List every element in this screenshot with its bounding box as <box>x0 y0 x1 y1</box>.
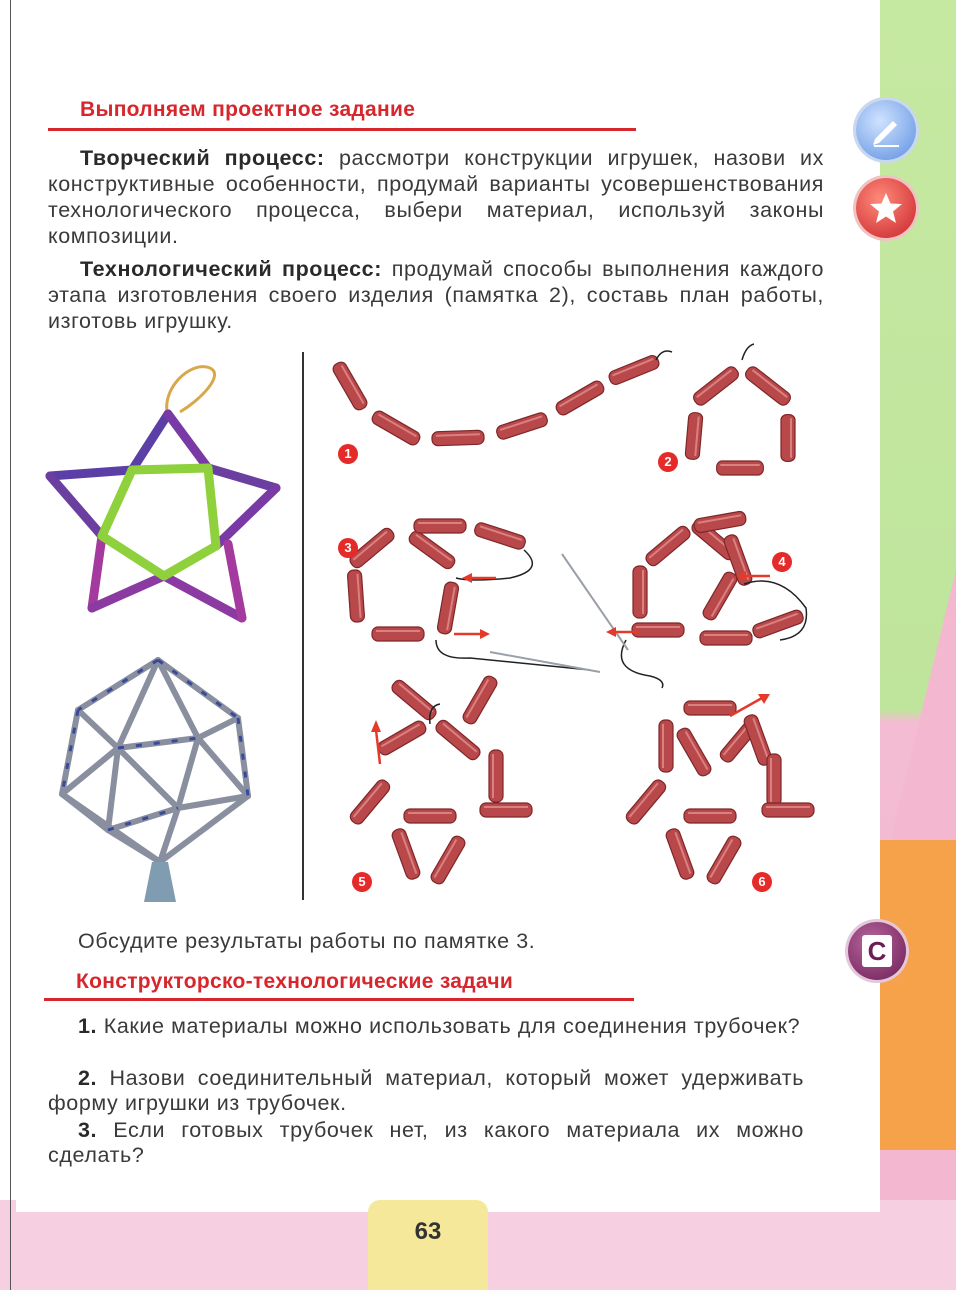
pencil-icon <box>856 100 916 160</box>
section-underline <box>48 128 636 131</box>
step3-pentagon-extend <box>347 519 600 672</box>
label-creative: Творческий процесс: <box>80 146 325 170</box>
section-title-tasks: Конструкторско-технологические задачи <box>76 970 514 993</box>
question-1 <box>48 1014 804 1039</box>
step-diagrams <box>310 340 930 900</box>
star-icon <box>856 178 916 238</box>
step6-star-complete <box>624 694 814 886</box>
question-3-text: Если готовых трубочек нет, из какого материала их можно сделать? <box>48 1118 804 1167</box>
step4-second-triangle <box>562 511 806 688</box>
text-technological: продумай способы выполнения каждого этапа изготовления своего изделия (памятка 2), составь план работы, изготовь игрушку. <box>48 257 825 333</box>
letter-s-icon <box>848 922 906 980</box>
step-number-4: 4 <box>772 552 792 572</box>
text-creative: рассмотри конструкции игрушек, назови их конструктивные особенности, продумай варианты усовершенствования технологического процесса, выбери материал, используй законы композиции. <box>48 146 824 248</box>
question-2-text: Назови соединительный материал, который может удерживать форму игрушки из трубочек. <box>48 1066 804 1115</box>
step-number-6: 6 <box>752 872 772 892</box>
discuss-text: Обсудите результаты работы по памятке 3. <box>78 929 536 953</box>
section-underline-tasks <box>44 998 634 1001</box>
question-2 <box>48 1066 804 1116</box>
step-number-3: 3 <box>338 538 358 558</box>
step-number-2: 2 <box>658 452 678 472</box>
section-title-project: Выполняем проектное задание <box>80 98 416 121</box>
divider-vertical <box>302 352 304 900</box>
question-2-number: 2. <box>78 1066 98 1090</box>
question-1-text: Какие материалы можно использовать для соединения трубочек? <box>103 1014 801 1038</box>
label-technological: Технологический процесс: <box>80 257 383 281</box>
step-number-5: 5 <box>352 872 372 892</box>
paragraph-technological <box>48 256 824 334</box>
letter-s-glyph: С <box>862 935 892 967</box>
paragraph-creative <box>48 145 824 249</box>
step1-chain <box>331 351 672 447</box>
step-number-1: 1 <box>338 444 358 464</box>
page-number: 63 <box>414 1218 442 1245</box>
star-toy-photo <box>40 350 300 630</box>
page-edge-line <box>10 0 11 1290</box>
question-1-number: 1. <box>78 1014 98 1038</box>
question-3 <box>48 1118 804 1168</box>
icosahedron-toy-photo <box>48 648 268 908</box>
step2-pentagon <box>685 344 795 475</box>
question-3-number: 3. <box>78 1118 98 1142</box>
step5-star-partial <box>348 674 532 886</box>
